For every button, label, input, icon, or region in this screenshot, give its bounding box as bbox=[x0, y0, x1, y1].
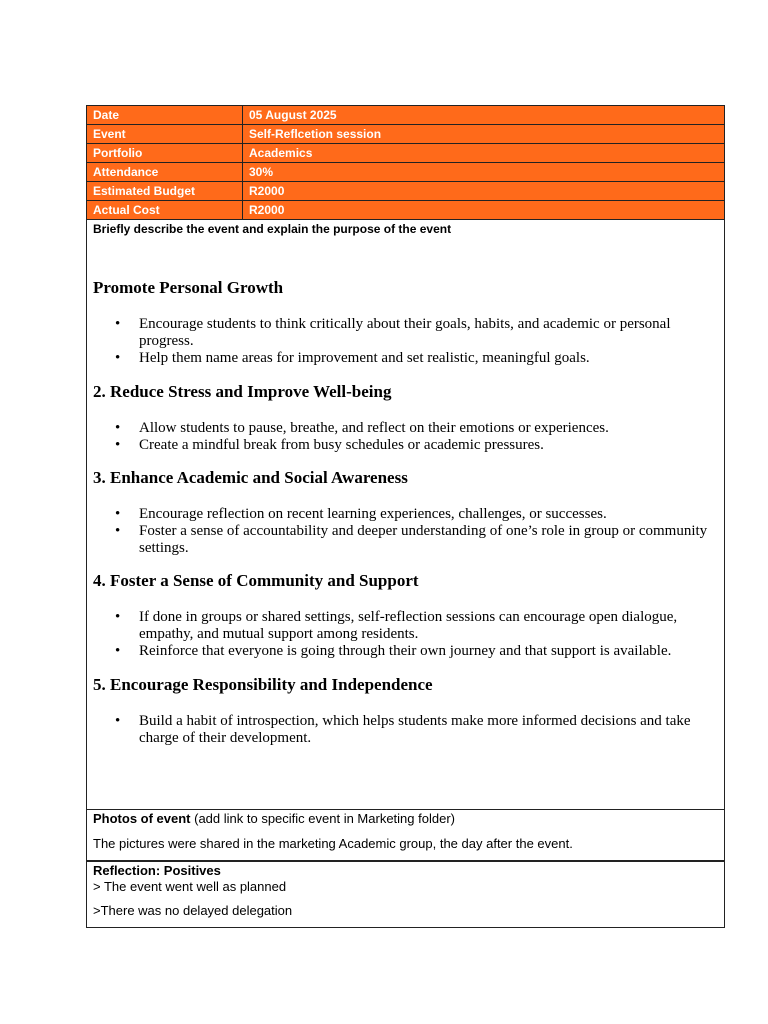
event-description bbox=[86, 220, 725, 810]
meta-value: Self-Reflcetion session bbox=[243, 125, 725, 144]
list-item: • If done in groups or shared settings, self-reflection sessions can encourage open dialogue, empathy, and mutual support among residents. bbox=[139, 609, 718, 643]
meta-value: 05 August 2025 bbox=[243, 106, 725, 125]
reflection-label: Reflection: Positives bbox=[93, 863, 221, 878]
meta-label: Estimated Budget bbox=[87, 182, 243, 201]
list-item: • Encourage reflection on recent learning experiences, challenges, or successes. bbox=[139, 506, 718, 523]
section-title: 4. Foster a Sense of Community and Support bbox=[93, 571, 419, 590]
meta-label: Portfolio bbox=[87, 144, 243, 163]
list-item: • Encourage students to think critically about their goals, habits, and academic or personal progress. bbox=[139, 316, 718, 350]
list-item: • Foster a sense of accountability and deeper understanding of one’s role in group or community settings. bbox=[139, 523, 718, 557]
photos-label: Photos of event bbox=[93, 811, 191, 826]
event-meta-table bbox=[86, 105, 725, 220]
meta-label: Attendance bbox=[87, 163, 243, 182]
photos-text: The pictures were shared in the marketing Academic group, the day after the event. bbox=[93, 836, 573, 851]
meta-value: R2000 bbox=[243, 201, 725, 220]
section-bullets bbox=[93, 420, 718, 454]
meta-label: Actual Cost bbox=[87, 201, 243, 220]
section-title: 5. Encourage Responsibility and Independence bbox=[93, 675, 433, 694]
meta-label: Date bbox=[87, 106, 243, 125]
meta-row bbox=[87, 106, 725, 125]
meta-value: 30% bbox=[243, 163, 725, 182]
event-report bbox=[86, 105, 725, 928]
list-item: • Create a mindful break from busy schedules or academic pressures. bbox=[139, 437, 718, 454]
photos-heading bbox=[93, 811, 718, 827]
list-item: • Reinforce that everyone is going through their own journey and that support is available. bbox=[139, 643, 718, 660]
list-item: • Build a habit of introspection, which helps students make more informed decisions and take charge of their development. bbox=[139, 713, 718, 747]
description-prompt: Briefly describe the event and explain the purpose of the event bbox=[93, 222, 452, 236]
meta-row bbox=[87, 163, 725, 182]
meta-row bbox=[87, 201, 725, 220]
meta-row bbox=[87, 182, 725, 201]
meta-value: R2000 bbox=[243, 182, 725, 201]
section-bullets bbox=[93, 316, 718, 367]
section-title: 2. Reduce Stress and Improve Well-being bbox=[93, 382, 392, 401]
reflection-section bbox=[86, 861, 725, 928]
section-bullets bbox=[93, 713, 718, 747]
meta-row bbox=[87, 144, 725, 163]
section-title: 3. Enhance Academic and Social Awareness bbox=[93, 468, 408, 487]
meta-value: Academics bbox=[243, 144, 725, 163]
reflection-item: > The event went well as planned bbox=[93, 879, 287, 894]
photos-hint: (add link to specific event in Marketing folder) bbox=[190, 811, 455, 826]
list-item: • Help them name areas for improvement and set realistic, meaningful goals. bbox=[139, 350, 718, 367]
section-bullets bbox=[93, 506, 718, 557]
section-bullets bbox=[93, 609, 718, 660]
photos-section bbox=[86, 810, 725, 861]
meta-label: Event bbox=[87, 125, 243, 144]
meta-row bbox=[87, 125, 725, 144]
reflection-item: >There was no delayed delegation bbox=[93, 903, 293, 918]
section-title: Promote Personal Growth bbox=[93, 278, 284, 297]
list-item: • Allow students to pause, breathe, and reflect on their emotions or experiences. bbox=[139, 420, 718, 437]
